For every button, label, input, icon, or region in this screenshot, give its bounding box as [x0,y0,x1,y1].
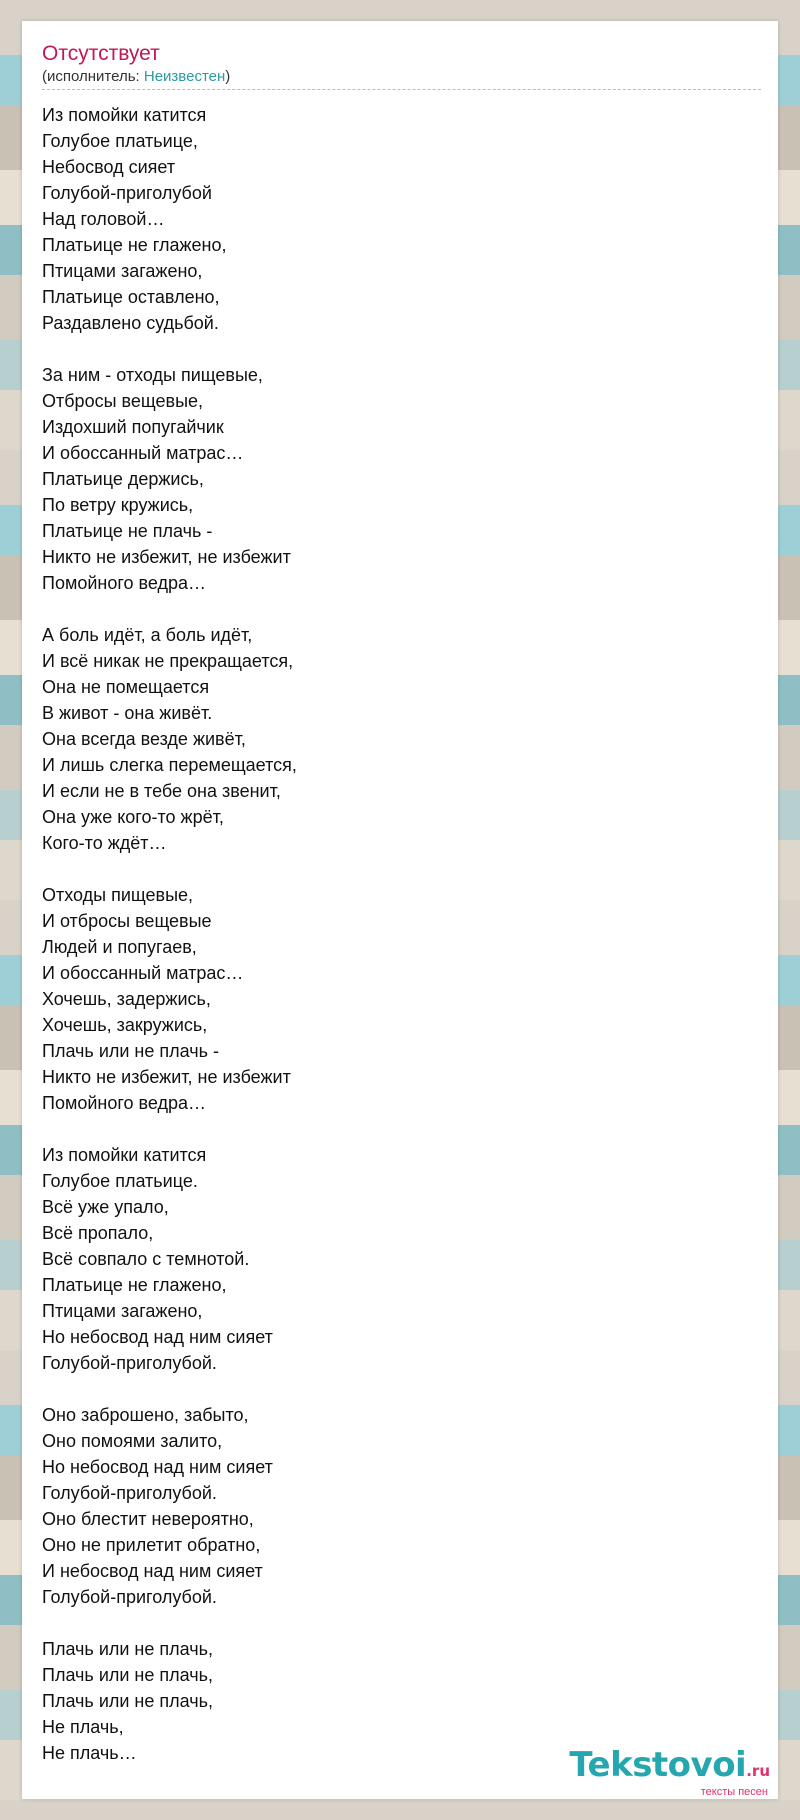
lyric-line: Плачь или не плачь, [42,1665,213,1685]
logo-tagline: тексты песен [700,1786,768,1798]
lyric-line: За ним - отходы пищевые, [42,365,263,385]
lyric-line: Хочешь, задержись, [42,989,211,1009]
lyric-line: Платьице держись, [42,469,204,489]
lyric-line: И лишь слегка перемещается, [42,755,297,775]
artist-link[interactable]: Неизвестен [143,68,226,85]
stanza-break [42,336,758,362]
site-logo[interactable] [569,1745,770,1798]
lyric-line: Платьице оставлено, [42,287,220,307]
song-title: Отсутствует [42,42,160,65]
lyric-line: И всё никак не прекращается, [42,651,294,671]
lyric-line: Плачь или не плачь, [42,1691,213,1711]
stanza-break [42,1610,758,1636]
artist-prefix: (исполнитель: [42,68,144,85]
lyric-line: Никто не избежит, не избежит [42,1067,291,1087]
lyric-line: Отходы пищевые, [42,885,194,905]
lyric-line: Из помойки катится [42,1145,207,1165]
lyric-line: И обоссанный матрас… [42,963,244,983]
lyric-line: И если не в тебе она звенит, [42,781,281,801]
lyric-line: Голубое платьице, [42,131,198,151]
lyric-line: Над головой… [42,209,165,229]
lyrics-card [22,21,778,1799]
lyric-line: Она не помещается [42,677,210,697]
lyric-line: Оно заброшено, забыто, [42,1405,249,1425]
lyric-line: Голубое платьице. [42,1171,198,1191]
lyric-line: Хочешь, закружись, [42,1015,208,1035]
lyric-line: Раздавлено судьбой. [42,313,219,333]
lyrics-text [42,102,758,1766]
lyric-line: По ветру кружись, [42,495,194,515]
lyric-line: Помойного ведра… [42,1093,207,1113]
logo-name: Tekstovoi [569,1745,747,1785]
lyric-line: Плачь или не плачь, [42,1639,213,1659]
lyric-line: Голубой-приголубой [42,183,212,203]
lyric-line: Не плачь… [42,1743,137,1763]
lyric-line: Голубой-приголубой. [42,1483,217,1503]
lyric-line: Никто не избежит, не избежит [42,547,291,567]
lyric-line: Не плачь, [42,1717,124,1737]
lyric-line: Оно помоями залито, [42,1431,223,1451]
artist-line [42,67,761,90]
lyric-line: Из помойки катится [42,105,207,125]
lyric-line: Плачь или не плачь - [42,1041,219,1061]
stanza-break [42,596,758,622]
lyric-line: Голубой-приголубой. [42,1587,217,1607]
lyric-line: Всё совпало с темнотой. [42,1249,250,1269]
stanza-break [42,1376,758,1402]
lyric-line: Оно не прилетит обратно, [42,1535,261,1555]
lyric-line: Платьице не глажено, [42,235,227,255]
lyric-line: Платьице не глажено, [42,1275,227,1295]
lyric-line: Птицами загажено, [42,1301,203,1321]
lyric-line: Птицами загажено, [42,261,203,281]
lyric-line: Издохший попугайчик [42,417,224,437]
lyric-line: Голубой-приголубой. [42,1353,217,1373]
lyric-line: Небосвод сияет [42,157,176,177]
lyric-line: Всё уже упало, [42,1197,169,1217]
stanza-break [42,856,758,882]
lyric-line: В живот - она живёт. [42,703,213,723]
lyric-line: Платьице не плачь - [42,521,213,541]
lyric-line: А боль идёт, а боль идёт, [42,625,253,645]
logo-tld: .ru [746,1762,770,1780]
lyric-line: Но небосвод над ним сияет [42,1457,273,1477]
lyric-line: И обоссанный матрас… [42,443,244,463]
lyric-line: Отбросы вещевые, [42,391,204,411]
lyric-line: Но небосвод над ним сияет [42,1327,273,1347]
lyric-line: Всё пропало, [42,1223,154,1243]
artist-suffix: ) [225,68,231,85]
lyric-line: Она уже кого-то жрёт, [42,807,224,827]
lyric-line: И небосвод над ним сияет [42,1561,263,1581]
lyric-line: Людей и попугаев, [42,937,197,957]
stanza-break [42,1116,758,1142]
lyric-line: Кого-то ждёт… [42,833,167,853]
lyric-line: Она всегда везде живёт, [42,729,246,749]
lyric-line: Помойного ведра… [42,573,207,593]
lyric-line: И отбросы вещевые [42,911,212,931]
logo-wordmark [569,1745,770,1788]
lyric-line: Оно блестит невероятно, [42,1509,254,1529]
